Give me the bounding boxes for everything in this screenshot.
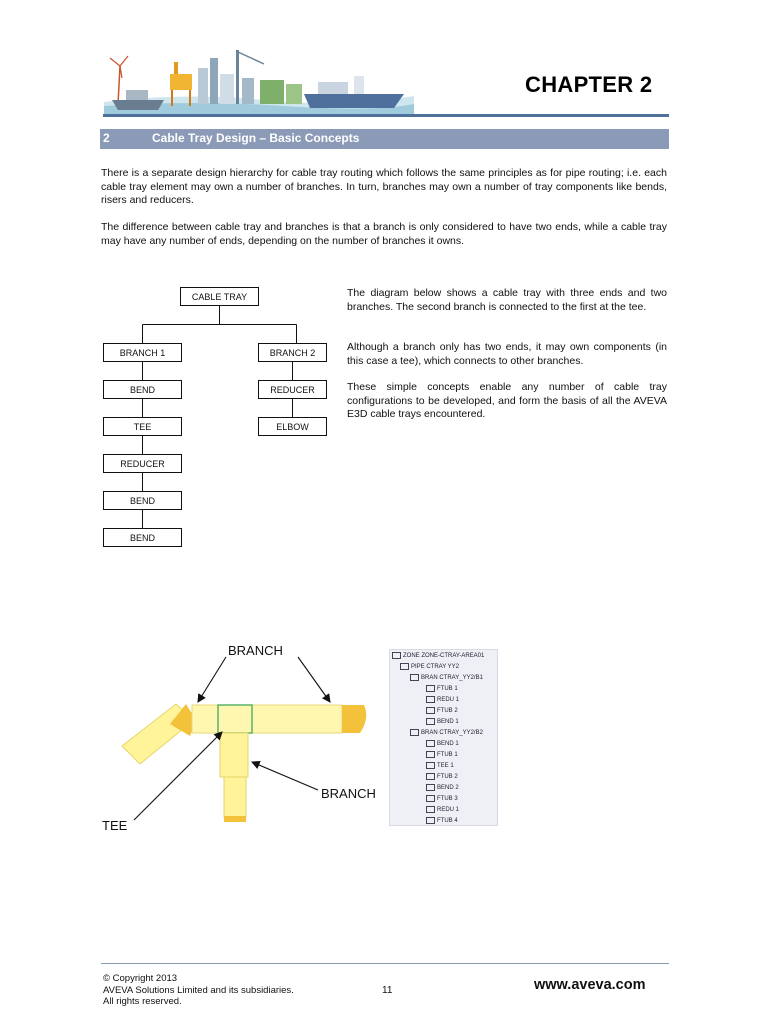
- node-label: BEND: [129, 385, 156, 395]
- ftub-icon: [426, 773, 435, 780]
- node-label: REDUCER: [120, 459, 165, 469]
- pipe-icon: [400, 663, 409, 670]
- tree-row[interactable]: REDU 1: [426, 696, 459, 703]
- node-label: CABLE TRAY: [191, 292, 248, 302]
- branch-label-top: BRANCH: [228, 643, 283, 658]
- node-label: REDUCER: [270, 385, 315, 395]
- website-link[interactable]: www.aveva.com: [534, 977, 646, 993]
- branch-icon: [410, 674, 419, 681]
- bend-icon: [426, 718, 435, 725]
- diagram-description: The diagram below shows a cable tray with three ends and two branches. The second branch is connected to the first at the tee.: [347, 287, 667, 313]
- zone-icon: [392, 652, 401, 659]
- ftub-icon: [426, 795, 435, 802]
- tree-row[interactable]: ZONE ZONE-CTRAY-AREA01: [392, 652, 484, 659]
- tree-row[interactable]: BRAN CTRAY_YY2/B1: [410, 674, 483, 681]
- footer-divider: [101, 963, 669, 964]
- footer-copyright-block: [103, 973, 294, 1008]
- tee-label: TEE: [102, 818, 128, 833]
- bend-icon: [426, 740, 435, 747]
- header-industrial-illustration: [104, 44, 414, 116]
- tree-row[interactable]: BEND 1: [426, 718, 459, 725]
- ftub-icon: [426, 685, 435, 692]
- header-divider: [103, 114, 669, 117]
- tree-row[interactable]: BEND 2: [426, 784, 459, 791]
- tree-row[interactable]: FTUB 4: [426, 817, 458, 824]
- ftub-icon: [426, 707, 435, 714]
- branch-label-right: BRANCH: [321, 786, 376, 801]
- chapter-title: CHAPTER 2: [525, 72, 653, 97]
- tree-row[interactable]: FTUB 3: [426, 795, 458, 802]
- intro-paragraph: There is a separate design hierarchy for cable tray routing which follows the same principles as for pipe routing; i.e. each cable tray element may own a number of branches. In turn, branches may own a number of tray components like bends, risers and reducers.: [101, 167, 667, 206]
- difference-paragraph: The difference between cable tray and branches is that a branch is only considered to have two ends, while a cable tray may have any number of ends, depending on the number of branches it owns.: [101, 221, 667, 247]
- branch-components-note: Although a branch only has two ends, it may own components (in this case a tee), which connects to other branches.: [347, 341, 667, 367]
- node-label: TEE: [133, 422, 152, 432]
- tree-row[interactable]: FTUB 2: [426, 773, 458, 780]
- tree-row[interactable]: FTUB 1: [426, 751, 458, 758]
- node-label: BEND: [129, 533, 156, 543]
- section-title: Cable Tray Design – Basic Concepts: [152, 131, 360, 145]
- section-number: 2: [103, 131, 110, 145]
- node-label: ELBOW: [276, 422, 309, 432]
- tree-row[interactable]: FTUB 1: [426, 685, 458, 692]
- company-line: AVEVA Solutions Limited and its subsidiaries.: [103, 984, 294, 996]
- copyright-line: © Copyright 2013: [103, 973, 178, 984]
- node-label: BRANCH 2: [269, 348, 316, 358]
- tree-row[interactable]: TEE 1: [426, 762, 454, 769]
- reducer-icon: [426, 806, 435, 813]
- page-number: 11: [382, 985, 393, 996]
- ftub-icon: [426, 751, 435, 758]
- tree-row[interactable]: REDU 1: [426, 806, 459, 813]
- tree-row[interactable]: BEND 1: [426, 740, 459, 747]
- hierarchy-diagram: [100, 283, 332, 553]
- ftub-icon: [426, 817, 435, 824]
- node-label: BRANCH 1: [119, 348, 166, 358]
- tee-icon: [426, 762, 435, 769]
- node-label: BEND: [129, 496, 156, 506]
- rights-line: All rights reserved.: [103, 996, 182, 1007]
- branch-icon: [410, 729, 419, 736]
- model-explorer-panel: [389, 649, 498, 826]
- cable-tray-3d-figure: [98, 640, 388, 840]
- tree-row[interactable]: BRAN CTRAY_YY2/B2: [410, 729, 483, 736]
- tree-row[interactable]: FTUB 2: [426, 707, 458, 714]
- bend-icon: [426, 784, 435, 791]
- reducer-icon: [426, 696, 435, 703]
- tree-row[interactable]: PIPE CTRAY YY2: [400, 663, 459, 670]
- concepts-summary: These simple concepts enable any number of cable tray configurations to be developed, and form the basis of all the AVEVA E3D cable trays encountered.: [347, 381, 667, 420]
